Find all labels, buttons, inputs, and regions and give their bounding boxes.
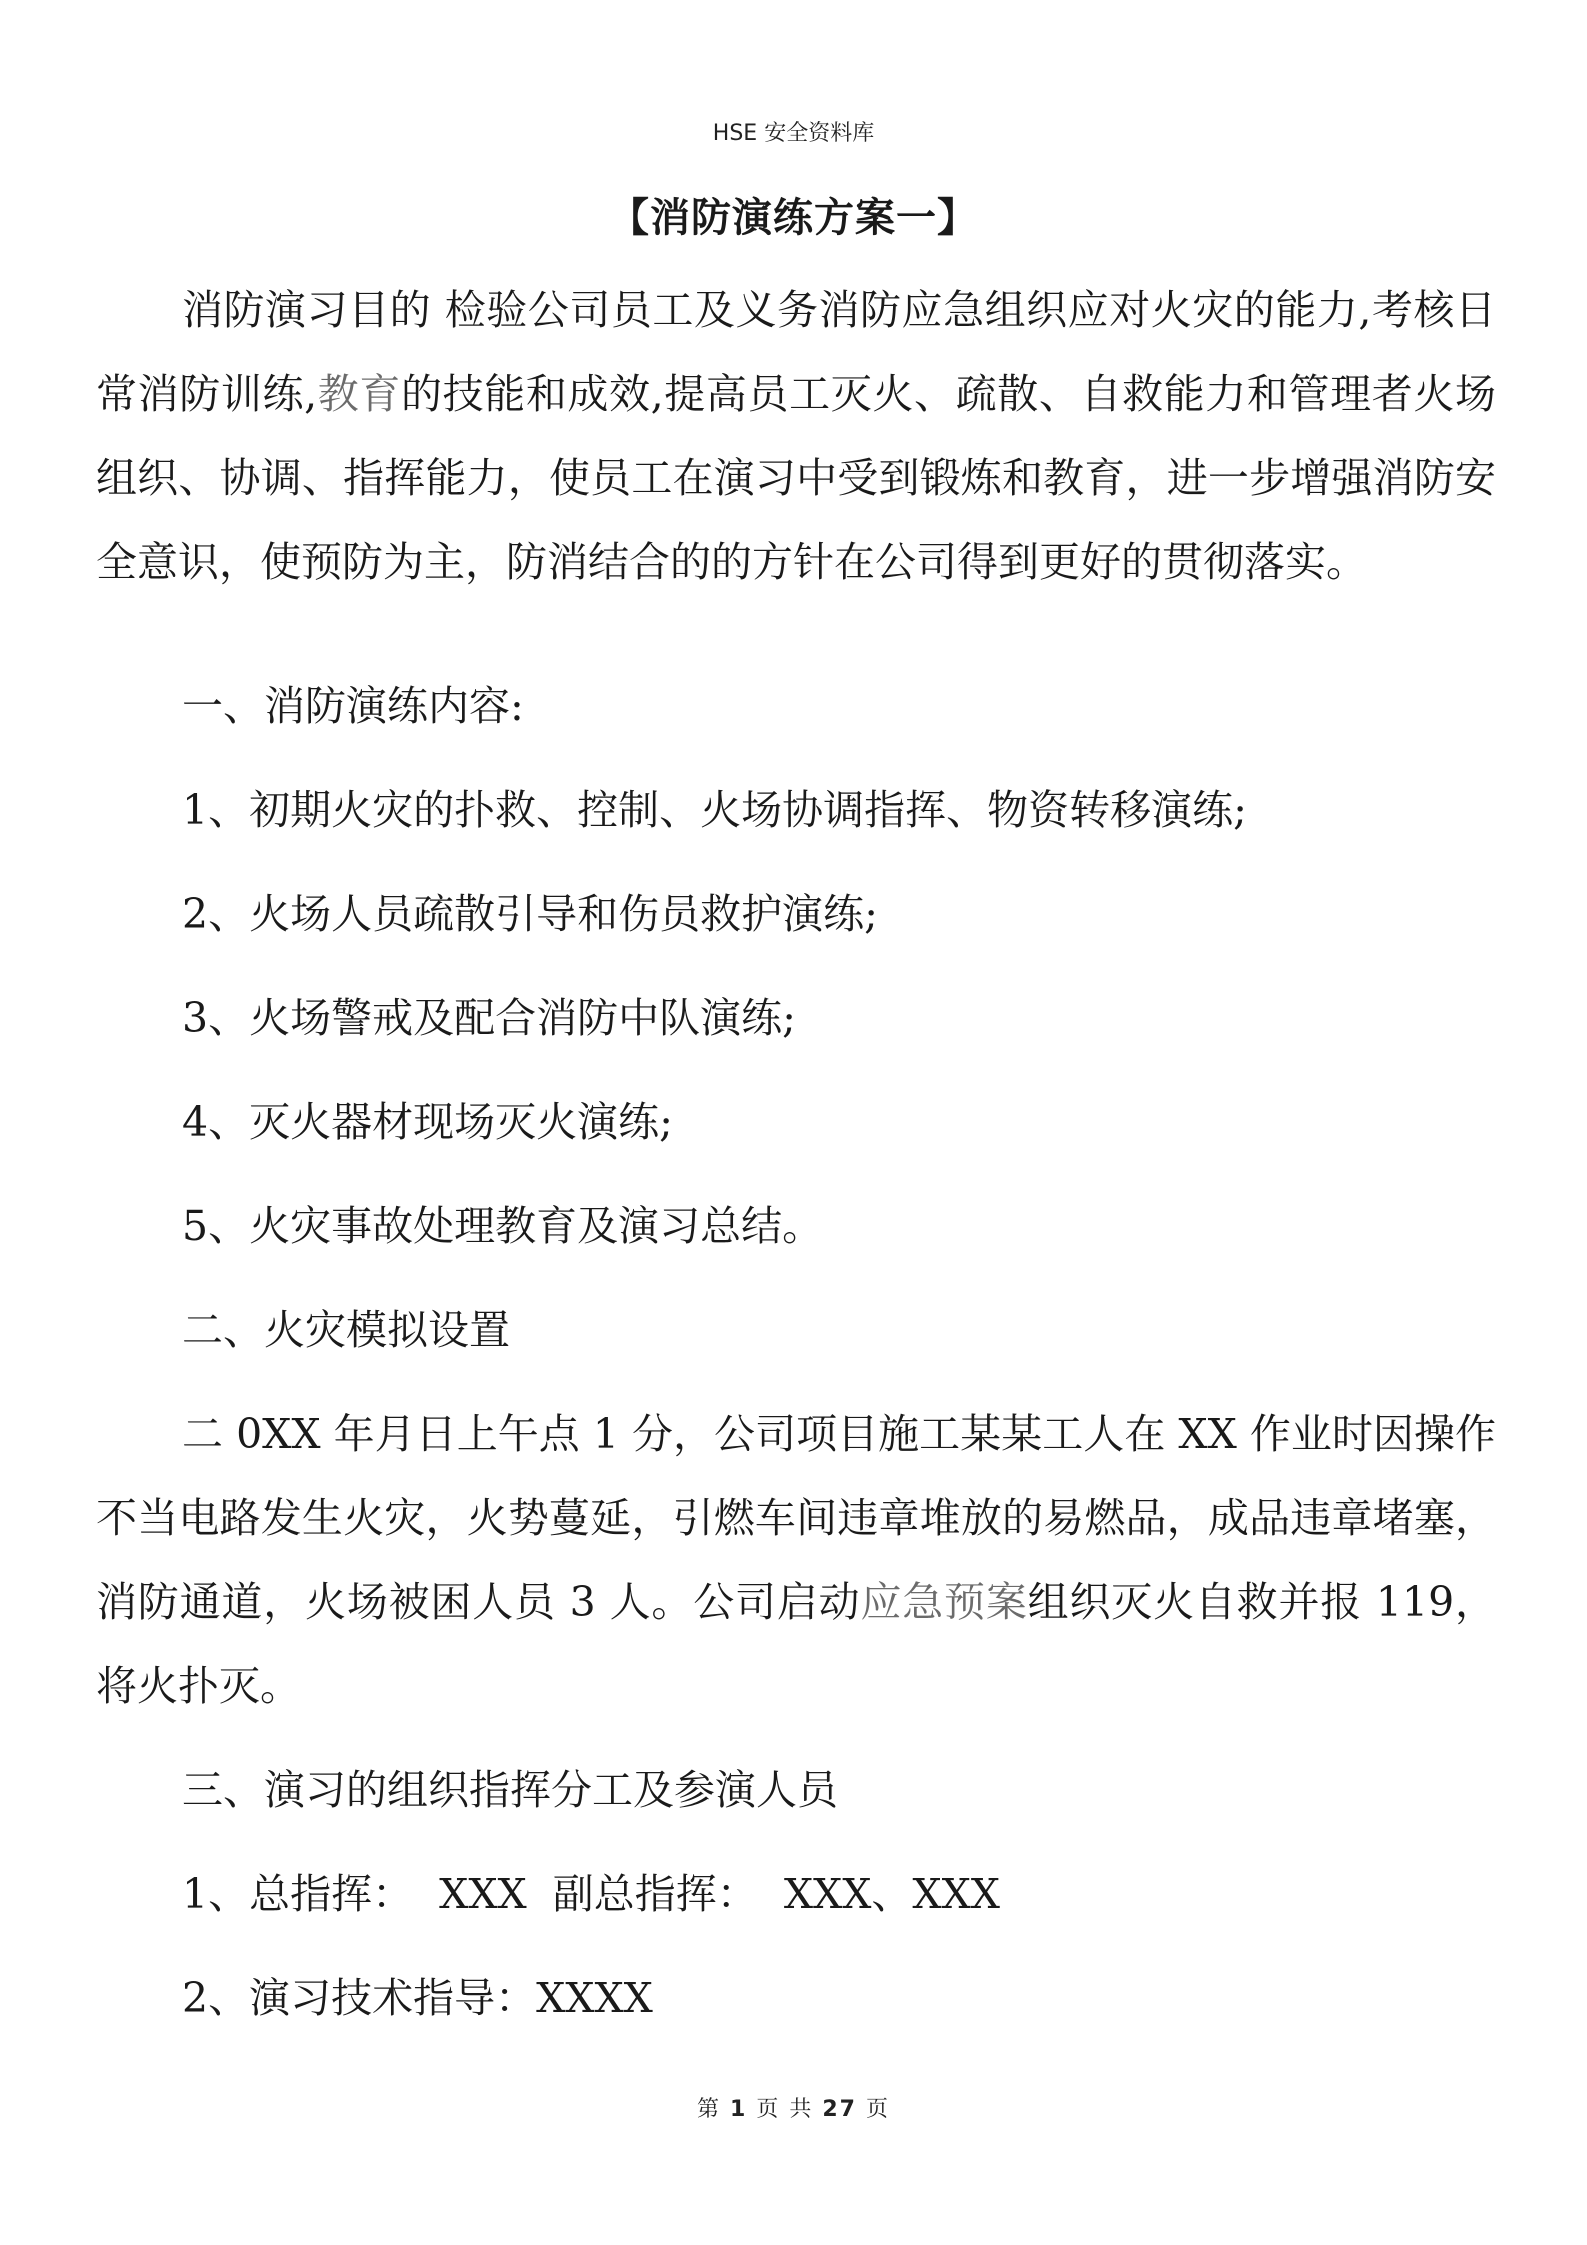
footer-middle: 页 共 xyxy=(756,2097,814,2122)
section2-heading: 二、火灾模拟设置 xyxy=(182,1306,510,1354)
section1-item-3: 3、火场警戒及配合消防中队演练; xyxy=(182,994,796,1042)
footer-total-pages: 27 xyxy=(822,2097,857,2122)
section3-heading: 三、演习的组织指挥分工及参演人员 xyxy=(182,1766,838,1814)
section1-item-1: 1、初期火灾的扑救、控制、火场协调指挥、物资转移演练; xyxy=(182,786,1247,834)
document-body xyxy=(96,268,1496,2040)
section1-item-2: 2、火场人员疏散引导和伤员救护演练; xyxy=(182,890,878,938)
section1-item-4: 4、灭火器材现场灭火演练; xyxy=(182,1098,673,1146)
section2-text-1: 二 0XX 年月日上午点 1 分，公司项目施工某某工人在 XX 作业时因操作不当电路发生火灾，火势蔓延，引燃车间违章堆放的易燃品，成品违章堵塞，消防通道，火场被困人员 3 人。公司启动 xyxy=(96,1410,1496,1626)
footer-prefix: 第 xyxy=(697,2097,722,2122)
section1-item-5: 5、火灾事故处理教育及演习总结。 xyxy=(182,1202,824,1250)
intro-paragraph xyxy=(96,268,1496,604)
section3-item-1: 1、总指挥： XXX 副总指挥： XXX、XXX xyxy=(182,1870,1000,1918)
section2-paragraph xyxy=(96,1392,1496,1728)
footer-page-number: 1 xyxy=(730,2097,748,2122)
section3-item-2: 2、演习技术指导：XXXX xyxy=(182,1974,653,2022)
section2-text-2: 组织灭火自救并报 119，将火扑灭。 xyxy=(96,1578,1496,1710)
page-footer xyxy=(0,2092,1587,2123)
document-title: 【消防演练方案一】 xyxy=(609,194,978,241)
intro-text-2: 的技能和成效,提高员工灭火、疏散、自救能力和管理者火场组织、协调、指挥能力，使员工在演习中受到锻炼和教育，进一步增强消防安全意识，使预防为主，防消结合的的方针在公司得到更好的贯彻落实。 xyxy=(96,370,1496,586)
section1-heading: 一、消防演练内容: xyxy=(182,682,524,730)
intro-text-1: 消防演习目的 检验公司员工及义务消防应急组织应对火灾的能力,考核日常消防训练, xyxy=(96,286,1496,418)
footer-suffix: 页 xyxy=(865,2097,890,2122)
page-header: HSE 安全资料库 xyxy=(712,121,875,146)
link-emergency-plan[interactable]: 应急预案 xyxy=(860,1578,1028,1626)
link-education[interactable]: 教育 xyxy=(317,370,401,418)
